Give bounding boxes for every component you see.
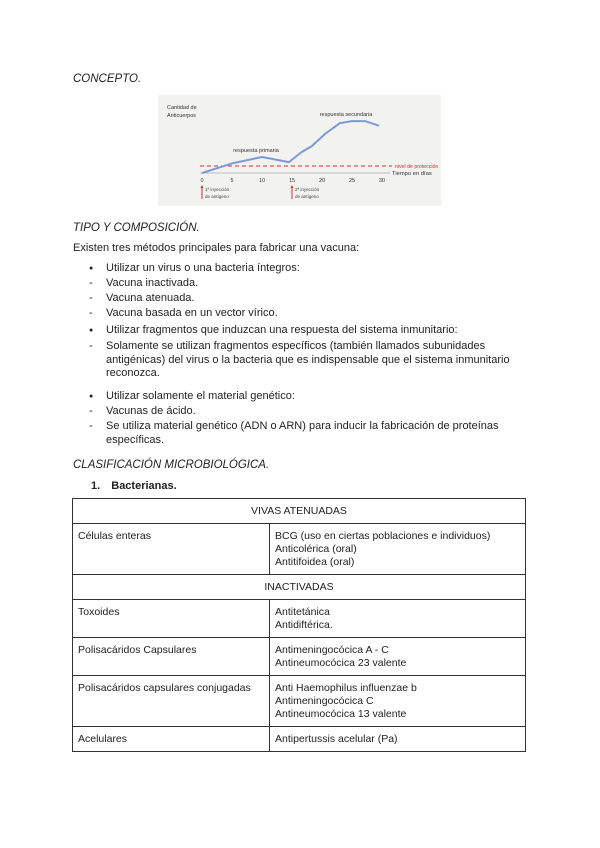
vaccine-item: Antitifoidea (oral) xyxy=(275,556,355,568)
injection-label-line: 1ª inyección xyxy=(205,187,230,192)
table-cell-type: Polisacáridos capsulares conjugadas xyxy=(73,676,270,727)
numbered-item-bacterianas xyxy=(91,480,177,492)
dash-marker: - xyxy=(89,405,93,417)
vaccine-item: BCG (uso en ciertas poblaciones e individuos) xyxy=(275,530,491,542)
table-cell-vaccines xyxy=(270,676,526,727)
numbered-item-label: Bacterianas. xyxy=(111,480,177,492)
list-item-text: Vacuna inactivada. xyxy=(106,277,199,289)
antibody-series-line xyxy=(202,121,379,173)
list-item-text xyxy=(106,340,510,381)
x-tick-label: 10 xyxy=(258,178,266,184)
antibody-response-chart xyxy=(158,95,441,206)
table-row xyxy=(73,524,526,575)
table-cell-vaccines xyxy=(270,727,526,752)
list-item-text: Utilizar solamente el material genético: xyxy=(106,390,295,402)
table-group-header-row xyxy=(73,499,526,524)
vaccine-item: Anti Haemophilus influenzae b xyxy=(275,682,417,694)
classification-table xyxy=(72,498,526,752)
dash-marker: - xyxy=(89,292,93,304)
table-row xyxy=(73,600,526,638)
x-tick-label: 30 xyxy=(378,178,386,184)
dash-marker: - xyxy=(89,420,93,432)
dash-marker: - xyxy=(89,277,93,289)
vaccine-item: Antipertussis acelular (Pa) xyxy=(275,733,398,745)
bullet-marker: ● xyxy=(89,393,94,400)
table-cell-type: Acelulares xyxy=(73,727,270,752)
tipo-heading: TIPO Y COMPOSICIÓN. xyxy=(73,222,200,234)
list-item-text-line: antigénicas) del virus o la bacteria que es indispensable que el sistema inmunitario xyxy=(106,353,510,366)
vaccine-item: Antimeningocócica A - C xyxy=(275,644,389,656)
list-item-text xyxy=(106,420,499,447)
numbered-item-number: 1. xyxy=(91,480,101,492)
vaccine-item: Antitetánica xyxy=(275,606,330,618)
list-item-text: Vacuna atenuada. xyxy=(106,292,195,304)
table-cell-vaccines xyxy=(270,600,526,638)
list-item-text-line: reconozca. xyxy=(106,367,160,379)
table-cell-type: Células enteras xyxy=(73,524,270,575)
injection-label-line: de antígeno xyxy=(295,194,319,199)
vaccine-item: Antineumocócica 13 valente xyxy=(275,708,407,720)
intro-paragraph: Existen tres métodos principales para fabricar una vacuna: xyxy=(73,242,360,254)
x-tick-label: 25 xyxy=(348,178,356,184)
vaccine-item: Antineumocócica 23 valente xyxy=(275,657,407,669)
list-item-text-line: Solamente se utilizan fragmentos específicos (también llamados subunidades xyxy=(106,340,486,352)
bullet-marker: ● xyxy=(89,265,94,272)
vaccine-item: Antidiftérica. xyxy=(275,619,333,631)
list-item-text: Vacunas de ácido. xyxy=(106,405,196,417)
vaccine-item: Antimeningocócica C xyxy=(275,695,374,707)
list-item-text: Utilizar fragmentos que induzcan una respuesta del sistema inmunitario: xyxy=(106,324,458,336)
table-row xyxy=(73,638,526,676)
annotation-secondary-response: respuesta secundaria xyxy=(319,112,373,119)
table-cell-vaccines xyxy=(270,524,526,575)
table-group-header: VIVAS ATENUADAS xyxy=(73,499,526,524)
annotation-primary-response: respuesta primaria xyxy=(233,147,279,154)
x-axis-label: Tiempo en días xyxy=(392,171,432,177)
x-tick-label: 20 xyxy=(318,178,326,184)
bullet-marker: ● xyxy=(89,327,94,334)
x-tick-label: 15 xyxy=(288,178,296,184)
y-axis-label-line-2: Anticuerpos xyxy=(167,113,197,119)
table-cell-type: Polisacáridos Capsulares xyxy=(73,638,270,676)
list-item-text: Utilizar un virus o una bacteria íntegros: xyxy=(106,262,300,274)
x-tick-label: 5 xyxy=(230,178,234,184)
list-item-text-line: específicas. xyxy=(106,433,165,446)
dash-marker: - xyxy=(89,340,93,352)
table-group-header-row xyxy=(73,575,526,600)
table-row xyxy=(73,727,526,752)
table-group-header: INACTIVADAS xyxy=(73,575,526,600)
table-cell-type: Toxoides xyxy=(73,600,270,638)
injection-label-line: 2ª inyección xyxy=(295,187,320,192)
table-row xyxy=(73,676,526,727)
injection-arrowhead-icon xyxy=(291,185,294,188)
injection-label-line: de antígeno xyxy=(205,194,229,199)
dash-marker: - xyxy=(89,307,93,319)
concepto-heading: CONCEPTO. xyxy=(73,73,142,85)
table-cell-vaccines xyxy=(270,638,526,676)
threshold-label: nivel de protección xyxy=(395,163,439,170)
chart-svg xyxy=(158,95,441,206)
list-item-text-line: Se utiliza material genético (ADN o ARN) para inducir la fabricación de proteínas xyxy=(106,420,499,432)
vaccine-item: Anticolérica (oral) xyxy=(275,543,357,555)
y-axis-label-line-1: Cantidad de xyxy=(167,105,197,111)
x-tick-label: 0 xyxy=(200,178,204,184)
injection-arrowhead-icon xyxy=(201,185,204,188)
clasificacion-heading: CLASIFICACIÓN MICROBIOLÓGICA. xyxy=(73,459,270,471)
list-item-text: Vacuna basada en un vector vírico. xyxy=(106,307,278,319)
